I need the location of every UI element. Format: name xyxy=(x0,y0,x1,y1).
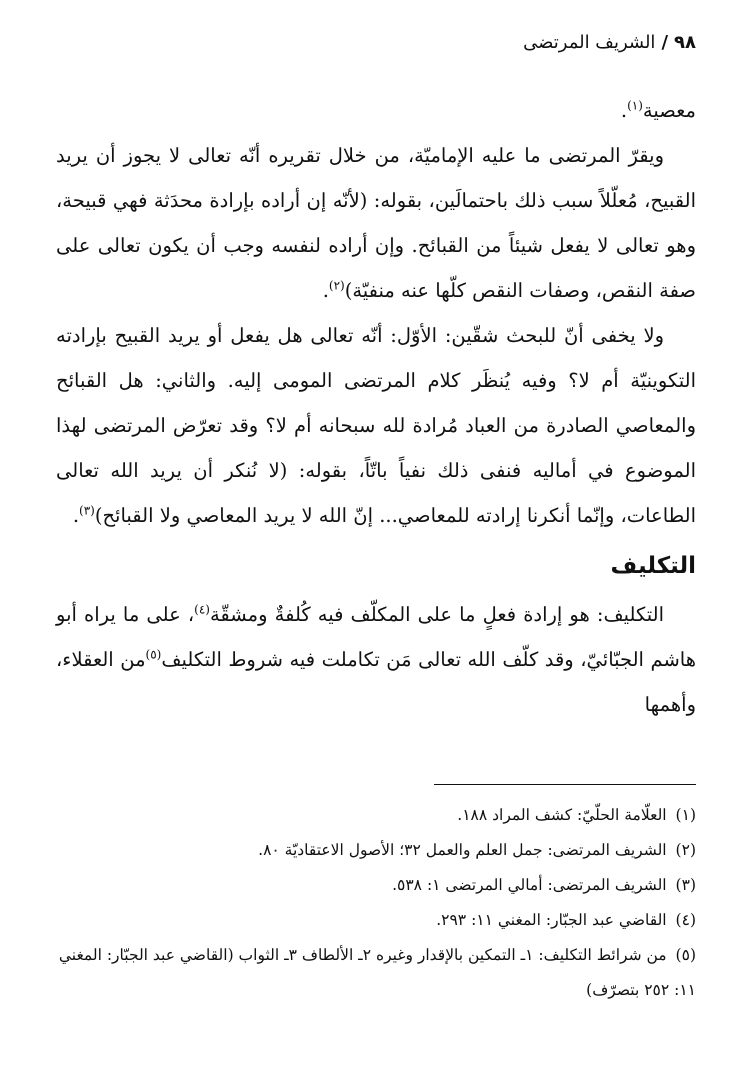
main-text xyxy=(56,88,696,727)
paragraph-2 xyxy=(56,313,696,538)
footnote-number: (١) xyxy=(675,806,696,824)
footnote-number: (٥) xyxy=(675,946,696,964)
paragraph-text: التكليف: هو إرادة فعلٍ ما على المكلّف فيه كُلفةٌ ومشقّة xyxy=(209,603,664,626)
footnote-text: من شرائط التكليف: ١ـ التمكين بالإقدار وغيره ٢ـ الألطاف ٣ـ الثواب (القاضي عبد الجبّار: المغني ١١: ٢٥٢ بتصرّف) xyxy=(58,946,696,999)
paragraph-text: من العقلاء، وأهمها xyxy=(56,648,696,716)
paragraph-end: . xyxy=(72,504,80,527)
running-title: الشريف المرتضى xyxy=(523,32,656,53)
paragraph-end: . xyxy=(322,279,329,302)
paragraph-text: معصية xyxy=(642,99,696,122)
footnote-ref-1: (١) xyxy=(627,98,643,113)
paragraph-1 xyxy=(56,133,696,313)
footnote-number: (٣) xyxy=(675,876,696,894)
footnote-separator xyxy=(434,784,696,785)
footnote-ref-3: (٣) xyxy=(79,503,95,518)
footnote-ref-2: (٢) xyxy=(328,278,345,293)
paragraph-3 xyxy=(56,592,696,727)
paragraph-continuation xyxy=(56,88,696,133)
footnote-ref-4: (٤) xyxy=(194,602,210,617)
footnote-3 xyxy=(56,868,696,903)
paragraph-end: . xyxy=(620,99,628,122)
paragraph-text: ، على ما يراه أبو هاشم الجبّائيّ، وقد كلّف الله تعالى مَن تكاملت فيه شروط التكليف xyxy=(56,603,697,671)
footnote-5 xyxy=(56,938,696,1008)
footnote-4 xyxy=(56,903,696,938)
footnote-number: (٢) xyxy=(675,841,696,859)
page-number: ٩٨ xyxy=(674,32,696,53)
footnote-text: الشريف المرتضى: جمل العلم والعمل ٣٢؛ الأصول الاعتقاديّة ٨٠. xyxy=(258,841,667,859)
paragraph-text: ولا يخفى أنّ للبحث شقّين: الأوّل: أنّه تعالى هل يفعل أو يريد القبيح بإرادته التكوينيّة أم لا؟ وفيه يُنظَر كلام المرتضى المومى إليه. والثاني: هل القبائح والمعاصي الصادرة من العباد مُرادة لله سبحانه أم لا؟ وقد تعرّض المرتضى لهذا الموضوع في أماليه فنفى ذلك نفياً باتّاً، بقوله: (لا نُنكر أن يريد الله تعالى الطاعات، وإنّما أنكرنا إرادته للمعاصي... إنّ الله لا يريد المعاصي ولا القبائح) xyxy=(56,324,696,527)
book-page xyxy=(56,28,697,999)
footnote-text: الشريف المرتضى: أمالي المرتضى ١: ٥٣٨. xyxy=(392,876,667,894)
footnote-text: القاضي عبد الجبّار: المغني ١١: ٢٩٣. xyxy=(436,911,667,929)
footnotes xyxy=(56,798,696,1008)
footnote-2 xyxy=(56,833,696,868)
running-header xyxy=(56,28,696,60)
footnote-text: العلّامة الحلّيّ: كشف المراد ١٨٨. xyxy=(457,806,667,824)
section-heading: التكليف xyxy=(610,553,696,579)
paragraph-text: ويقرّ المرتضى ما عليه الإماميّة، من خلال تقريره أنّه تعالى لا يجوز أن يريد القبيح، مُعلّلاً سبب ذلك باحتمالَين، بقوله: (لأنّه إن أراده بإرادة محدَثة فهي قبيحة، وهو تعالى لا يفعل شيئاً من القبائح. وإن أراده لنفسه وجب أن يكون تعالى على صفة النقص، وصفات النقص كلّها عنه منفيّة) xyxy=(56,144,696,302)
footnote-1 xyxy=(56,798,696,833)
footnote-number: (٤) xyxy=(675,911,696,929)
header-separator: / xyxy=(661,32,669,53)
footnote-ref-5: (٥) xyxy=(145,647,162,662)
